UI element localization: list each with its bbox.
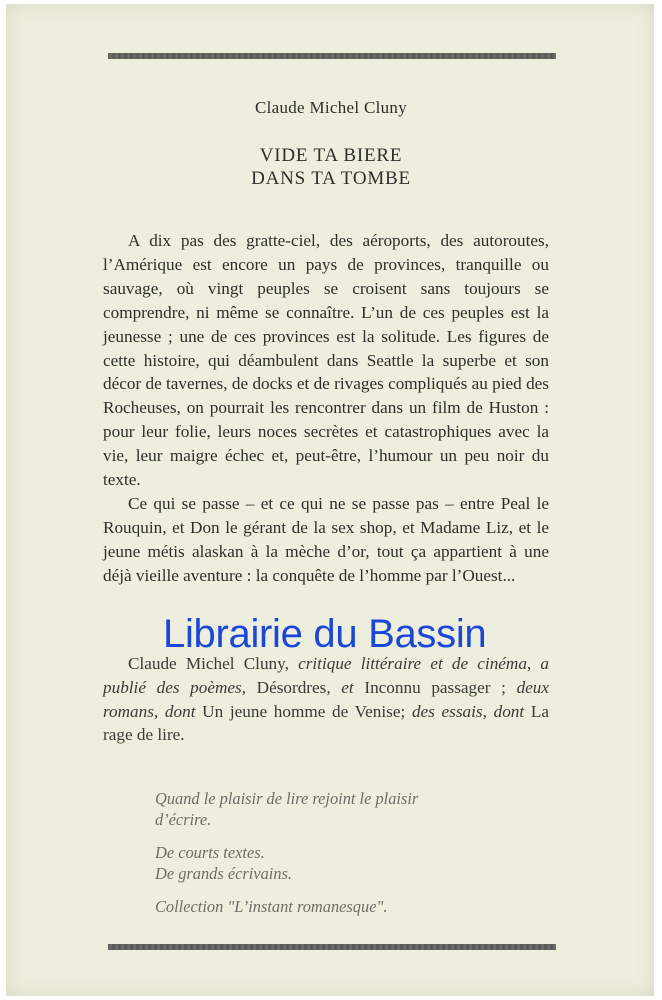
bookstore-watermark: Librairie du Bassin (163, 612, 487, 656)
collection-line-5: Collection "L’instant romanesque". (155, 897, 388, 916)
book-title (0, 144, 662, 190)
collection-line-4: De grands écrivains. (155, 864, 293, 883)
bio-text-3: , Désordres, (241, 677, 342, 697)
bio-text-8: des essais, dont (411, 701, 525, 721)
title-line-1: VIDE TA BIERE (259, 145, 403, 166)
collection-line-1: Quand le plaisir de lire rejoint le plaisir (155, 789, 419, 808)
blurb-paragraph-2: Ce qui se passe – et ce qui ne se passe pas – entre Peal le Rouquin, et Don le gérant de la sex shop, et Madame Liz, et le jeune métis alaskan à la mèche d’or, tout ça appartient à une déjà vieille aventure : la conquête de l’homme par l’Ouest... (103, 493, 549, 585)
author-bio (103, 652, 549, 747)
collection-line-3: De courts textes. (155, 843, 265, 862)
top-rule (108, 53, 556, 59)
blurb (103, 229, 549, 588)
bio-text-1: Claude Michel Cluny, (128, 654, 299, 673)
bio-text-7: Un jeune homme de Venise; (195, 701, 412, 721)
title-line-2: DANS TA TOMBE (251, 168, 411, 189)
author-name: Claude Michel Cluny (254, 98, 408, 117)
bottom-rule (108, 944, 556, 950)
collection-note (155, 788, 555, 917)
bio-text-5: Inconnu passager ; (353, 677, 517, 697)
bio-text-6: deux romans, dont (103, 677, 550, 721)
collection-line-2: d’écrire. (155, 810, 212, 829)
bio-text-2: critique littéraire et de cinéma, a publié des poèmes (103, 654, 549, 697)
bio-text-9: La rage de lire. (103, 701, 549, 745)
blurb-paragraph-1: A dix pas des gratte-ciel, des aéroports, des autoroutes, l’Amérique est encore un pays de provinces, tranquille ou sauvage, où vingt peuples se croisent sans toujours se comprendre, ni même se connaître. L’un de ces peuples est la jeunesse ; une de ces provinces est la solitude. Les figures de cette histoire, qui déambulent dans Seattle la superbe et son décor de tavernes, de docks et de rivages compliqués au pied des Rocheuses, on pourrait les rencontrer dans un film de Huston : pour leur folie, leurs noces secrètes et catastrophiques avec la vie, leur maigre échec et, peut-être, l’humour un peu noir du texte. (103, 231, 549, 490)
bio-text-4: et (341, 677, 354, 697)
